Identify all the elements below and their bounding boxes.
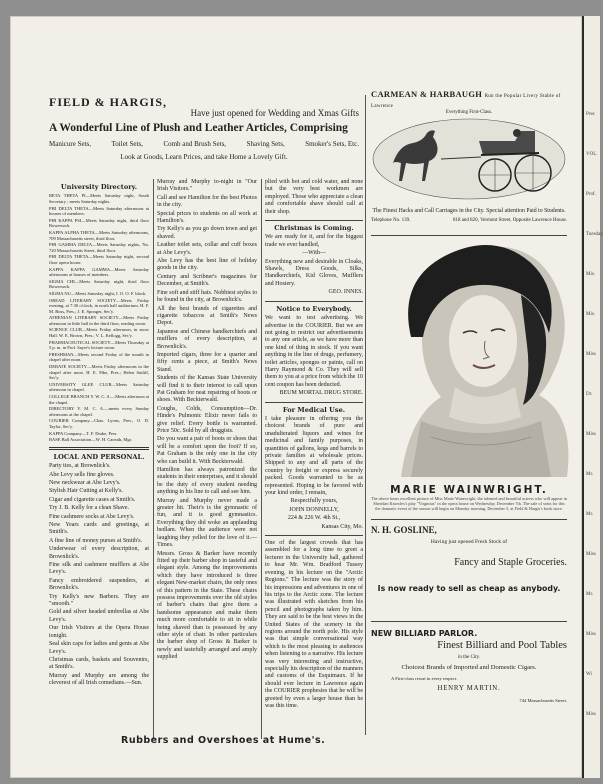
field-hargis-ad [49,95,359,177]
divider [265,301,363,302]
local-item: Abe Levy has the best line of holiday goods in the city. [157,258,257,272]
carmean-harbaugh-address: 818 and 820, Vermont Street, Opposite Lawrence House. [452,218,567,223]
notice-signature: BEUM MORTAL DRUG STORE. [279,390,363,397]
christmas-signature: GEO. INNES. [328,289,363,296]
column-2-items [157,179,257,662]
adjacent-page-fragment: Pres [586,112,595,117]
adjacent-page-fragment: Wi [586,672,592,677]
divider [265,535,363,536]
local-item: Leather toilet sets, collar and cuff boxes at Abe Levy's. [157,242,257,256]
carmean-harbaugh-contact [371,218,567,223]
local-item: A fine line of money purses at Smith's. [49,537,143,544]
christmas-goods: Everything new and desirable in Cloaks, Shawls, Dress Goods, Silks, Handkerchiefs, Kid Gloves, Mufflers and Hosiery. [265,258,363,287]
adjacent-page-fragment: VOL. [586,152,598,157]
portrait-name: MARIE WAINWRIGHT. [390,484,548,496]
field-hargis-items [49,140,359,148]
local-item: Murray and Murphy to-night in "Our Irish Visitors." [157,179,257,193]
local-item: Seal skin caps for ladies and gents at Abe Levy's. [49,641,149,655]
local-item: Century and Scribner's magazines for December, at Smith's. [157,273,257,288]
medical-name: JOHN DONNELLY, [289,506,339,513]
local-item: Try Kelly's new Barbers. They are "smooth." [49,593,149,608]
local-item: Fancy embroidered suspenders, at Brownlick's. [49,577,149,592]
newspaper-page [10,16,582,778]
adjacent-page-fragment: Tuesday [586,232,603,237]
field-hargis-line2: Have just opened for Wedding and Xmas Gifts [190,108,359,118]
gosline-sub: Having just opened Fresh Stock of [430,539,508,545]
billiard-sub: in the City. [457,655,481,660]
carmean-harbaugh-sub: Everything First-Class. [445,110,493,115]
local-item: Fine cashmere socks at Abe Levy's. [49,513,135,520]
local-item: New Years cards and greetings, at Smith's. [49,522,149,536]
local-item: Underwear of every description, at Brownlick's. [49,546,149,560]
adjacent-page-fragment: Miss [586,632,596,637]
directory-entry: BASE Ball Association—W. H. Carruth, Mgr. [49,437,132,443]
directory-entry: DEBATE SOCIETY—Meets Friday afternoons in the chapel after noon. H. E. Pike, Pres.; Helen Sutliff, Sec'y. [49,364,149,381]
carmean-harbaugh-title: CARMEAN & HARBAUGH [371,89,483,99]
billiard-courtesy: A First-class resort in every respect. [391,676,458,681]
directory-entry: KAPPA Company—T. F. Drake, Pres. [49,430,118,436]
field-hargis-name: FIELD & HARGIS, [49,95,168,109]
local-item: Try J. B. Kelly for a clean Shave. [49,505,130,512]
directory-entry: ATHENIAN LITERARY SOCIETY—Meets Friday afternoon in little hall in the third floor, reading room. [49,315,149,326]
gosline-groceries: Fancy and Staple Groceries. [454,557,567,568]
adjacent-page-fragment: Mr. [586,472,594,477]
local-item: Fine soft and stiff hats. Nobbiest styles to be found in the city, at Brownlick's. [157,289,257,304]
adjacent-page-fragment: Mis. [586,272,596,277]
local-item: Call and see Hamilton for the best Photos in the city. [157,194,257,209]
directory-entry: PHI DELTA THETA—Meets Saturday night, second floor opera house. [49,254,149,265]
christmas-heading: Christmas is Coming. [274,224,354,233]
directory-entry: PHARMACEUTICAL SOCIETY—Meets Thursday at 5 p. m. in Prof. Sayre's lecture room. [49,339,149,351]
local-item: Hamilton has always patronized the students in their enterprises, and it should be the duty of every student needing anything in his line to call and see him. [157,467,257,496]
gosline-name: N. H. GOSLINE, [371,525,437,535]
directory-list [49,193,149,442]
directory-entry: UNIVERSITY GLEE CLUB—Meets Saturday afternoon in chapel. [49,381,149,393]
directory-entry: OREAD LITERARY SOCIETY—Meets Friday evening, at 7:30 o'clock, in north hall auditorium. H. F. M. Boss, Pres.; J. E. Sponger, Sec'y. [49,297,149,314]
column-divider [153,179,154,739]
adjacent-page-fragment: Miss [586,432,596,437]
directory-entry: DIRECTORY Y. M. C. A.—meets every Sunday afternoons at the chapel. [49,406,149,417]
field-hargis-line3: A Wonderful Line of Plush and Leather Articles, Comprising [49,122,348,134]
column-2 [157,179,257,663]
directory-entry: COLLEGE BRANCH Y. W. C. A.—Meets afternoon at the chapel. [49,394,149,405]
local-item: Special prices to students on all work at Hamilton's. [157,210,257,225]
field-hargis-item: Shaving Sets, [246,140,285,148]
column-divider [365,95,366,735]
carmean-harbaugh-ad [371,89,567,245]
directory-entry: SIGMA NU—Meets Saturday night, I. O. O. F. block. [49,290,147,296]
adjacent-page-fragment: Miss [586,352,596,357]
carmean-harbaugh-caption: The Finest Hacks and Call Carriages in the City. Special attention Paid to Students. [372,208,566,214]
notice-text: We want to test advertising. We advertise in the COURIER. But we are not going to restrict our advertisements to any one article, as we have more than one kind of thing in stock. If you want anything in the line of drugs, perfumery, toilet articles, sponges or paints, call on Harry Raymond & Co. They will sell them to you at a price from which the 10 cent coupon has been deducted. [265,315,363,388]
medical-heading: For Medical Use. [282,405,346,414]
carmean-harbaugh-name [371,89,567,109]
adjacent-page-fragment: Prof. [586,192,596,197]
local-item: Abe Levy sells fine gloves. [49,471,115,478]
billiard-owner: HENRY MARTIN. [437,685,501,692]
christmas-text: We are ready for it, and for the biggest trade we ever handled, [265,234,363,248]
directory-entry: PHI DELTA THETA—Meets Saturday afternoons at houses of members. [49,205,149,217]
local-item: Students of the Kansas State University will find it to their interest to call upon Pat Graham for neat repairing of boots or shoes. With Beckterwald. [157,375,257,404]
local-item: All the best brands of cigarettes and cigarette tobaccos at Smith's News Depot. [157,305,257,327]
local-heading: LOCAL AND PERSONAL. [53,452,145,461]
local-item: Gold and silver headed umbrellas at Abe Levy's. [49,609,149,623]
adjacent-page-edge [582,16,603,778]
barber-continued: plied with hot and cold water, and none but the very best workmen are employed. Those who appreciate a clean and comfortable shave should call at their shop. [265,179,363,215]
local-item: Do you want a pair of boots or shoes that will be a comfort upon the foot? If so, Pat Graham is the only one in the city who can build it. With Beckterwald. [157,436,257,465]
billiard-ad [371,629,567,703]
gosline-cheap: Is now ready to sell as cheap as anybody. [377,584,561,593]
divider [371,621,567,622]
directory-entry: COURIER Company—Chas. Lyons, Pres.; O. D. Taylor, Sec'y. [49,418,149,429]
local-item: Stylish Hair Cutting at Kelly's. [49,488,123,495]
medical-close: Respectfully yours, [290,498,338,505]
local-item: Messrs. Gross & Barker have recently fitted up their barber shop in tasteful and elegant style. Among the improvements which they have introduced is three elegant New-market chairs, the only ones of this pattern in the State. These chairs possess improvements over the old styles of barber's chairs that give them a handsome appearance and make them much more comfortable to sit in while being shaved than is possessed by any other style of chair. In other particulars the barber shop of Gross & Barker is newly and tastefully arranged and amply supplied [157,550,257,661]
local-item: Cigar and cigarette cases at Smith's. [49,496,136,503]
medical-text: I take pleasure in offering you the choicest brands of pure and unadulterated liquors and wines for medicinal and family purposes, in quantities of gallons, kegs and barrels to private families at wholesale prices. Shipped to any and all parts of the country by freight or express securely packed. Goods warranted to be as represented. Hoping to be favored with your kind order, I remain, [265,415,363,497]
billiard-name: NEW BILLIARD PARLOR. [371,629,478,638]
directory-entry: BETA THETA PI—Meets Saturday night, South Secretary ; meets Saturday nights. [49,193,149,204]
field-hargis-item: Smoker's Sets, Etc. [305,140,359,148]
local-item: New neckwear at Abe Levy's. [49,479,121,486]
directory-entry: PHI KAPPA PSI—Meets Saturday night, third floor Bowersock. [49,217,149,229]
portrait-block [371,237,567,519]
lecture-text: One of the largest crowds that has assembled for a long time to greet a lecturer in the University hall, gathered to hear Mr. Wm. Bradford Tussey evening, in his lecture on the "Arctic Regions." The lecture was the story of his impressions and adventures in one of his trips to the Arctic zone. The lecture was illustrated with sketches from his pencil and photographs taken by him. They are said to be the best views in the United States of the scenery in the regions around the north pole. His style was that simple conversational way which is the most pleasing to audiences when listening to a narrative. His lecture was very interesting and instructive, especially his description of the manners and customs of the Esquimaux. If he should ever lecture in Lawrence again the COURIER prophesies that he will be greeted by even a larger house than he was this time. [265,540,363,709]
divider [49,447,149,450]
directory-heading: University Directory. [60,183,138,191]
divider [265,220,363,221]
directory-entry: FRESHMAN—Meets second Friday of the month in chapel after noon. [49,351,149,363]
carmean-harbaugh-telephone: Telephone No. 139. [371,218,411,223]
column-divider [261,179,262,739]
column-3 [265,179,363,711]
medical-address: 224 & 226 W. 4th St., [287,515,341,522]
portrait-caption: The above bears excellent picture of Miss Marie Wainwright, the talented and beautiful actress who will appear in Sheridan Knowles's play "Virginius" in the opera house on Wednesday, December 7th. The sale of seats for this the dramatic event of the season will begin on Monday morning, December 5, at Field & Hargis's book store. [371,496,567,511]
directory-entry: PHI GAMMA DELTA—Meets Saturday nights, No. 720 Massachusetts Street, third floor. [49,242,149,253]
adjacent-page-fragment: Miss [586,712,596,717]
local-item: Fine silk and cashmere mufflers at Abe Levy's. [49,562,149,576]
local-item: Coughs, Colds, Consumption—Dr. Hinde's Pulmonic Elixir never fails to give relief. Every bottle is warranted. Price 50c. Sold by all druggists. [157,405,257,434]
field-hargis-item: Comb and Brush Sets, [163,140,227,148]
directory-entry: KAPPA KAPPA GAMMA—Meets Saturday afternoons at houses of members. [49,266,149,278]
column-1 [49,181,149,689]
adjacent-page-fragment: Miss [586,552,596,557]
horse-carriage-illustration [371,115,567,201]
bottom-banner: Rubbers and Overshoes at Hume's. [121,735,326,746]
carmean-harbaugh-tagline: Run the Popular Livery Stable of Lawrence [371,94,561,109]
local-list [49,463,149,687]
local-item: Murray and Murphy never made a greater hit. Their's is the gymnastic of fun, and it is good gymnastics. Everything they did woke an applauding bedlam. When the audience were not laughing they yelled for the love of it.—Times. [157,497,257,549]
christmas-with: —With— [302,250,326,257]
adjacent-page-fragment: Mr. [586,592,594,597]
local-item: Murray and Murphy are among the cleverest of all Irish comedians.—Sun. [49,672,149,687]
billiard-title: Finest Billiard and Pool Tables [437,640,567,651]
field-hargis-item: Toilet Sets, [111,140,143,148]
local-item: Try Kelly's as you go down town and get shaved. [157,226,257,240]
local-item: Christmas cards, baskets and Souvenirs, at Smith's. [49,656,149,671]
adjacent-page-fragment: Mr. [586,512,594,517]
divider [371,519,567,520]
divider [265,402,363,403]
marie-wainwright-portrait [371,237,567,477]
billiard-address: 744 Massachusetts Street. [519,698,567,703]
field-hargis-line5: Look at Goods, Learn Prices, and take Home a Lovely Gift. [120,153,288,161]
adjacent-page-fragment: Mis. [586,312,596,317]
local-item: Imported cigars, three for a quarter and fifty cents a piece, at Smith's News Stand. [157,351,257,373]
medical-city: Kansas City, Mo. [321,523,363,530]
directory-entry: SCIENCE CLUB—Meets Friday afternoon, in snow Hall. W. E. Brown, Pres.; V. L. Kellogg, Sec'y. [49,327,149,339]
notice-heading: Notice to Everybody. [276,304,352,313]
billiard-cigars: Choicest Brands of Imported and Domestic Cigars. [401,664,537,671]
adjacent-page-fragment: Dr. [586,392,593,397]
gosline-ad [371,525,567,593]
directory-entry: SIGMA CHI—Meets Saturday night, third floor Bowersock. [49,278,149,290]
local-item: Japanese and Chinese handkerchiefs and mufflers of every description, at Brownlick's. [157,328,257,350]
local-item: Party ties, at Brownlick's. [49,463,111,470]
divider [371,235,567,236]
directory-entry: KAPPA ALPHA THETA—Meets Saturday afternoons, 709 Massachusetts street, third floor. [49,229,149,241]
newspaper-sheet [49,89,567,745]
field-hargis-item: Manicure Sets, [49,140,91,148]
local-item: Our Irish Visitors at the Opera House tonight. [49,625,149,639]
